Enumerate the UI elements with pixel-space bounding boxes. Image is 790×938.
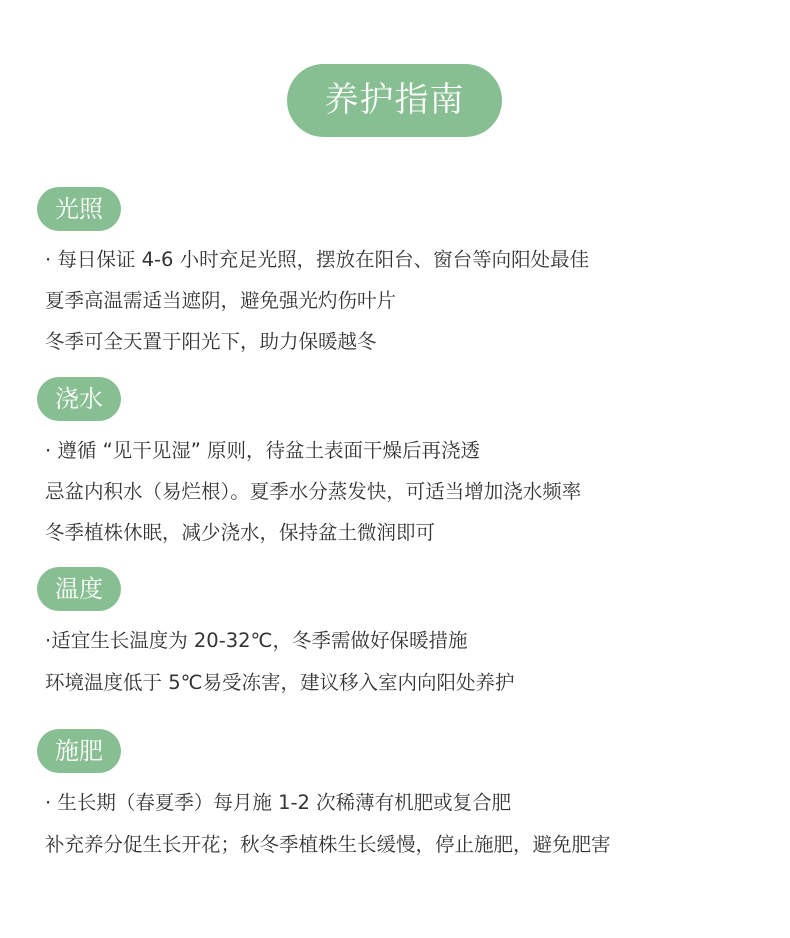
section-tag-watering: 浇水 [37, 377, 121, 421]
section-text-line: · 遵循 “见干见湿” 原则，待盆土表面干燥后再浇透 [45, 439, 480, 462]
section-watering [37, 377, 757, 544]
section-text-line: · 每日保证 4-6 小时充足光照，摆放在阳台、窗台等向阳处最佳 [45, 248, 590, 271]
section-text-line: ·适宜生长温度为 20-32℃，冬季需做好保暖措施 [45, 629, 468, 652]
section-text-line: 补充养分促生长开花；秋冬季植株生长缓慢，停止施肥，避免肥害 [45, 833, 611, 856]
section-tag-light: 光照 [37, 187, 121, 231]
section-text-line: 夏季高温需适当遮阴，避免强光灼伤叶片 [45, 289, 397, 312]
section-text-line: 环境温度低于 5℃易受冻害，建议移入室内向阳处养护 [45, 671, 515, 694]
section-tag-fertilizing: 施肥 [37, 729, 121, 773]
section-text-line: · 生长期（春夏季）每月施 1-2 次稀薄有机肥或复合肥 [45, 791, 512, 814]
section-text-line: 冬季植株休眠，减少浇水，保持盆土微润即可 [45, 521, 436, 544]
page-title: 养护指南 [287, 64, 502, 137]
section-light [37, 187, 757, 353]
section-text-line: 忌盆内积水（易烂根）。夏季水分蒸发快，可适当增加浇水频率 [45, 480, 582, 503]
section-tag-temperature: 温度 [37, 567, 121, 611]
section-fertilizing [37, 729, 757, 856]
section-temperature [37, 567, 757, 694]
section-text-line: 冬季可全天置于阳光下，助力保暖越冬 [45, 330, 377, 353]
